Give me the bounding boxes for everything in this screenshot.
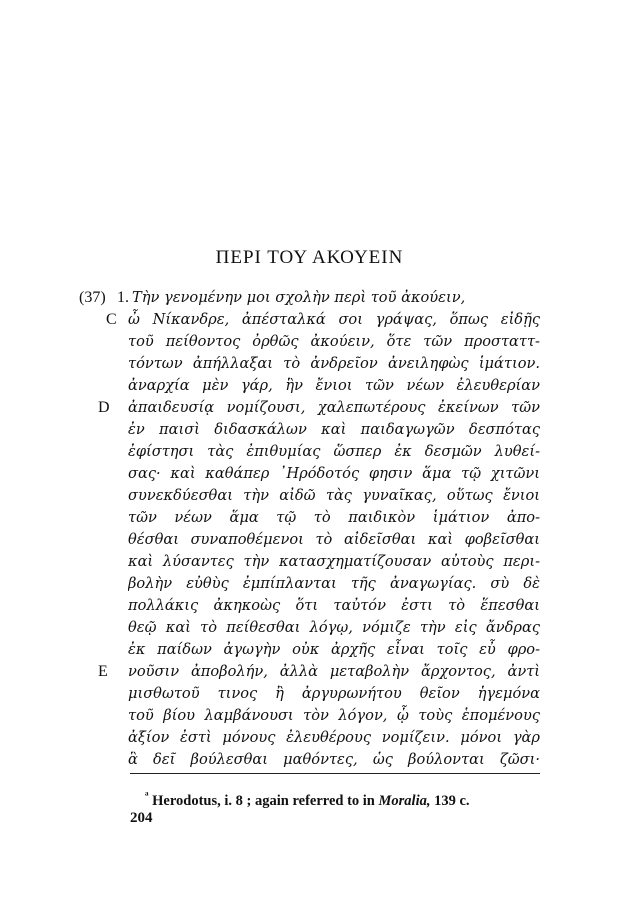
text-line-3: τοῦ πείθοντος ὀρθῶς ἀκούειν, ὅτε τῶν προσταττ- bbox=[128, 333, 540, 350]
text-line-16: θεῷ καὶ τὸ πείθεσθαι λόγῳ, νόμιζε τὴν εἰς ἄνδρας bbox=[128, 619, 540, 636]
text-line-20: τοῦ βίου λαμβάνουσι τὸν λόγον, ᾧ τοὺς ἑπομένους bbox=[128, 707, 540, 724]
text-line-15: πολλάκις ἀκηκοὼς ὅτι ταὐτόν ἐστι τὸ ἕπεσθαι bbox=[128, 597, 540, 614]
footnote-reference: 139 c. bbox=[434, 792, 470, 809]
footnote-work-title: Moralia, bbox=[378, 792, 431, 809]
footnote-text bbox=[145, 785, 470, 811]
text-line-8: ἐφίστησι τὰς ἐπιθυμίας ὥσπερ ἐκ δεσμῶν λυθεί- bbox=[128, 443, 540, 460]
text-line-12: θέσθαι συναποθέμενοι τὸ αἰδεῖσθαι καὶ φοβεῖσθαι bbox=[128, 531, 540, 548]
text-line-7: ἐν παισὶ διδασκάλων καὶ παιδαγωγῶν δεσπότας bbox=[128, 421, 540, 438]
margin-letter-e: E bbox=[98, 663, 108, 680]
footnote-divider bbox=[130, 773, 540, 774]
text-line-21: ἀξίον ἐστὶ μόνους ἐλευθέρους νομίζειν. μόνοι γὰρ bbox=[128, 729, 540, 746]
text-line-5: ἀναρχία μὲν γάρ, ἣν ἔνιοι τῶν νέων ἐλευθερίαν bbox=[128, 377, 540, 394]
margin-letter-c: C bbox=[106, 311, 117, 328]
text-line-1: Τὴν γενομένην μοι σχολὴν περὶ τοῦ ἀκούειν, bbox=[132, 289, 466, 306]
text-line-4: τόντων ἀπήλλαξαι τὸ ἀνδρεῖον ἀνειληφὼς ἱμάτιον. bbox=[128, 355, 540, 372]
section-number: (37) bbox=[79, 289, 106, 306]
footnote-body: Herodotus, i. 8 ; again referred to in bbox=[152, 792, 375, 809]
text-line-11: τῶν νέων ἅμα τῷ τὸ παιδικὸν ἱμάτιον ἀπο- bbox=[128, 509, 540, 526]
text-line-17: ἐκ παίδων ἀγωγὴν οὐκ ἀρχῆς εἶναι τοῖς εὖ φρο- bbox=[128, 641, 540, 658]
text-line-18: νοῦσιν ἀποβολήν, ἀλλὰ μεταβολὴν ἄρχοντος, ἀντὶ bbox=[128, 663, 540, 680]
paragraph-number: 1. bbox=[117, 289, 129, 306]
text-line-14: βολὴν εὐθὺς ἐμπίπλανται τῆς ἀναγωγίας. σὺ δὲ bbox=[128, 575, 540, 592]
greek-text-block bbox=[0, 287, 619, 767]
text-line-19: μισθωτοῦ τινος ἢ ἀργυρωνήτου θεῖον ἡγεμόνα bbox=[128, 685, 540, 702]
text-line-13: καὶ λύσαντες τὴν κατασχηματίζουσαν αὐτοὺς περι- bbox=[128, 553, 540, 570]
text-line-10: συνεκδύεσθαι τὴν αἰδῶ τὰς γυναῖκας, οὕτως ἔνιοι bbox=[128, 487, 540, 504]
page-number: 204 bbox=[130, 810, 153, 826]
footnote-marker: ᵃ bbox=[145, 788, 149, 802]
page-title: ΠΕΡΙ ΤΟΥ ΑΚΟΥΕΙΝ bbox=[215, 247, 404, 268]
text-line-2: ὦ Νίκανδρε, ἀπέσταλκά σοι γράψας, ὅπως εἰδῇς bbox=[128, 311, 540, 328]
text-line-22: ἃ δεῖ βούλεσθαι μαθόντες, ὡς βούλονται ζῶσι· bbox=[128, 751, 540, 768]
text-line-6: ἀπαιδευσίᾳ νομίζουσι, χαλεπωτέρους ἐκείνων τῶν bbox=[128, 399, 540, 416]
text-line-9: σας· καὶ καθάπερ ᾿Ηρόδοτός φησιν ἅμα τῷ χιτῶνι bbox=[128, 465, 540, 482]
margin-letter-d: D bbox=[98, 399, 110, 416]
